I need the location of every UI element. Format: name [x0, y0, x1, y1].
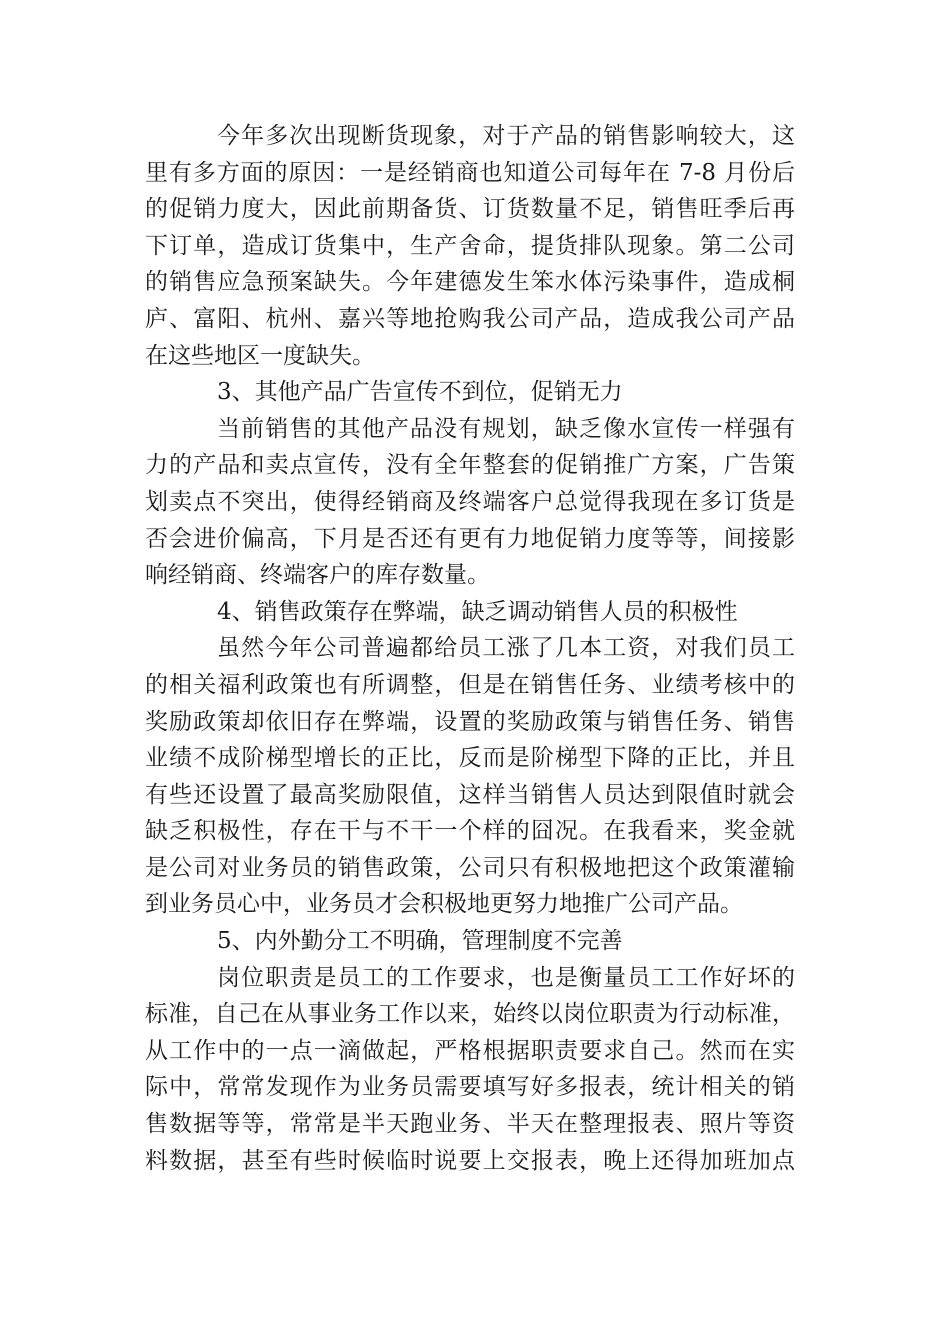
paragraph-line: 奖励政策却依旧存在弊端，设置的奖励政策与销售任务、销售: [145, 708, 795, 735]
section-heading: 5、内外勤分工不明确，管理制度不完善: [217, 928, 623, 955]
paragraph-line: 岗位职责是员工的工作要求，也是衡量员工工作好坏的: [217, 964, 795, 991]
paragraph-line: 庐、富阳、杭州、嘉兴等地抢购我公司产品，造成我公司产品: [145, 305, 795, 332]
paragraph-line: 际中，常常发现作为业务员需要填写好多报表，统计相关的销: [145, 1074, 795, 1101]
paragraph-line: 是公司对业务员的销售政策，公司只有积极地把这个政策灌输: [145, 854, 795, 881]
section-heading: 3、其他产品广告宣传不到位，促销无力: [217, 379, 623, 406]
paragraph-line: 的销售应急预案缺失。今年建德发生笨水体污染事件，造成桐: [145, 269, 795, 296]
paragraph-line: 的相关福利政策也有所调整，但是在销售任务、业绩考核中的: [145, 671, 795, 698]
paragraph-line: 有些还设置了最高奖励限值，这样当销售人员达到限值时就会: [145, 781, 795, 808]
paragraph-line: 售数据等等，常常是半天跑业务、半天在整理报表、照片等资: [145, 1111, 795, 1138]
paragraph-line: 从工作中的一点一滴做起，严格根据职责要求自己。然而在实: [145, 1037, 795, 1064]
paragraph-line: 缺乏积极性，存在干与不干一个样的囧况。在我看来，奖金就: [145, 818, 795, 845]
paragraph-line: 虽然今年公司普遍都给员工涨了几本工资，对我们员工: [217, 635, 795, 662]
document-body: [145, 118, 795, 1179]
paragraph-line: 否会进价偏高，下月是否还有更有力地促销力度等等，间接影: [145, 525, 795, 552]
paragraph-line: 划卖点不突出，使得经销商及终端客户总觉得我现在多订货是: [145, 488, 795, 515]
section-heading: 4、销售政策存在弊端，缺乏调动销售人员的积极性: [217, 598, 738, 625]
paragraph-line: 响经销商、终端客户的库存数量。: [145, 562, 490, 589]
paragraph-line: 力的产品和卖点宣传，没有全年整套的促销推广方案，广告策: [145, 452, 795, 479]
paragraph-line: 料数据，甚至有些时候临时说要上交报表，晚上还得加班加点: [145, 1147, 795, 1174]
paragraph-line: 的促销力度大，因此前期备货、订货数量不足，销售旺季后再: [145, 196, 795, 223]
paragraph-line: 今年多次出现断货现象，对于产品的销售影响较大，这: [217, 123, 795, 149]
paragraph-line: 到业务员心中，业务员才会积极地更努力地推广公司产品。: [145, 891, 743, 918]
paragraph-line: 下订单，造成订货集中，生产舍命，提货排队现象。第二公司: [145, 232, 795, 259]
paragraph-line: 里有多方面的原因：一是经销商也知道公司每年在 7-8 月份后: [145, 159, 795, 186]
paragraph-line: 业绩不成阶梯型增长的正比，反而是阶梯型下降的正比，并且: [145, 745, 795, 772]
paragraph-line: 当前销售的其他产品没有规划，缺乏像水宣传一样强有: [217, 415, 795, 442]
paragraph-line: 在这些地区一度缺失。: [145, 342, 375, 369]
paragraph-line: 标准，自己在从事业务工作以来，始终以岗位职责为行动标准，: [145, 1001, 795, 1028]
